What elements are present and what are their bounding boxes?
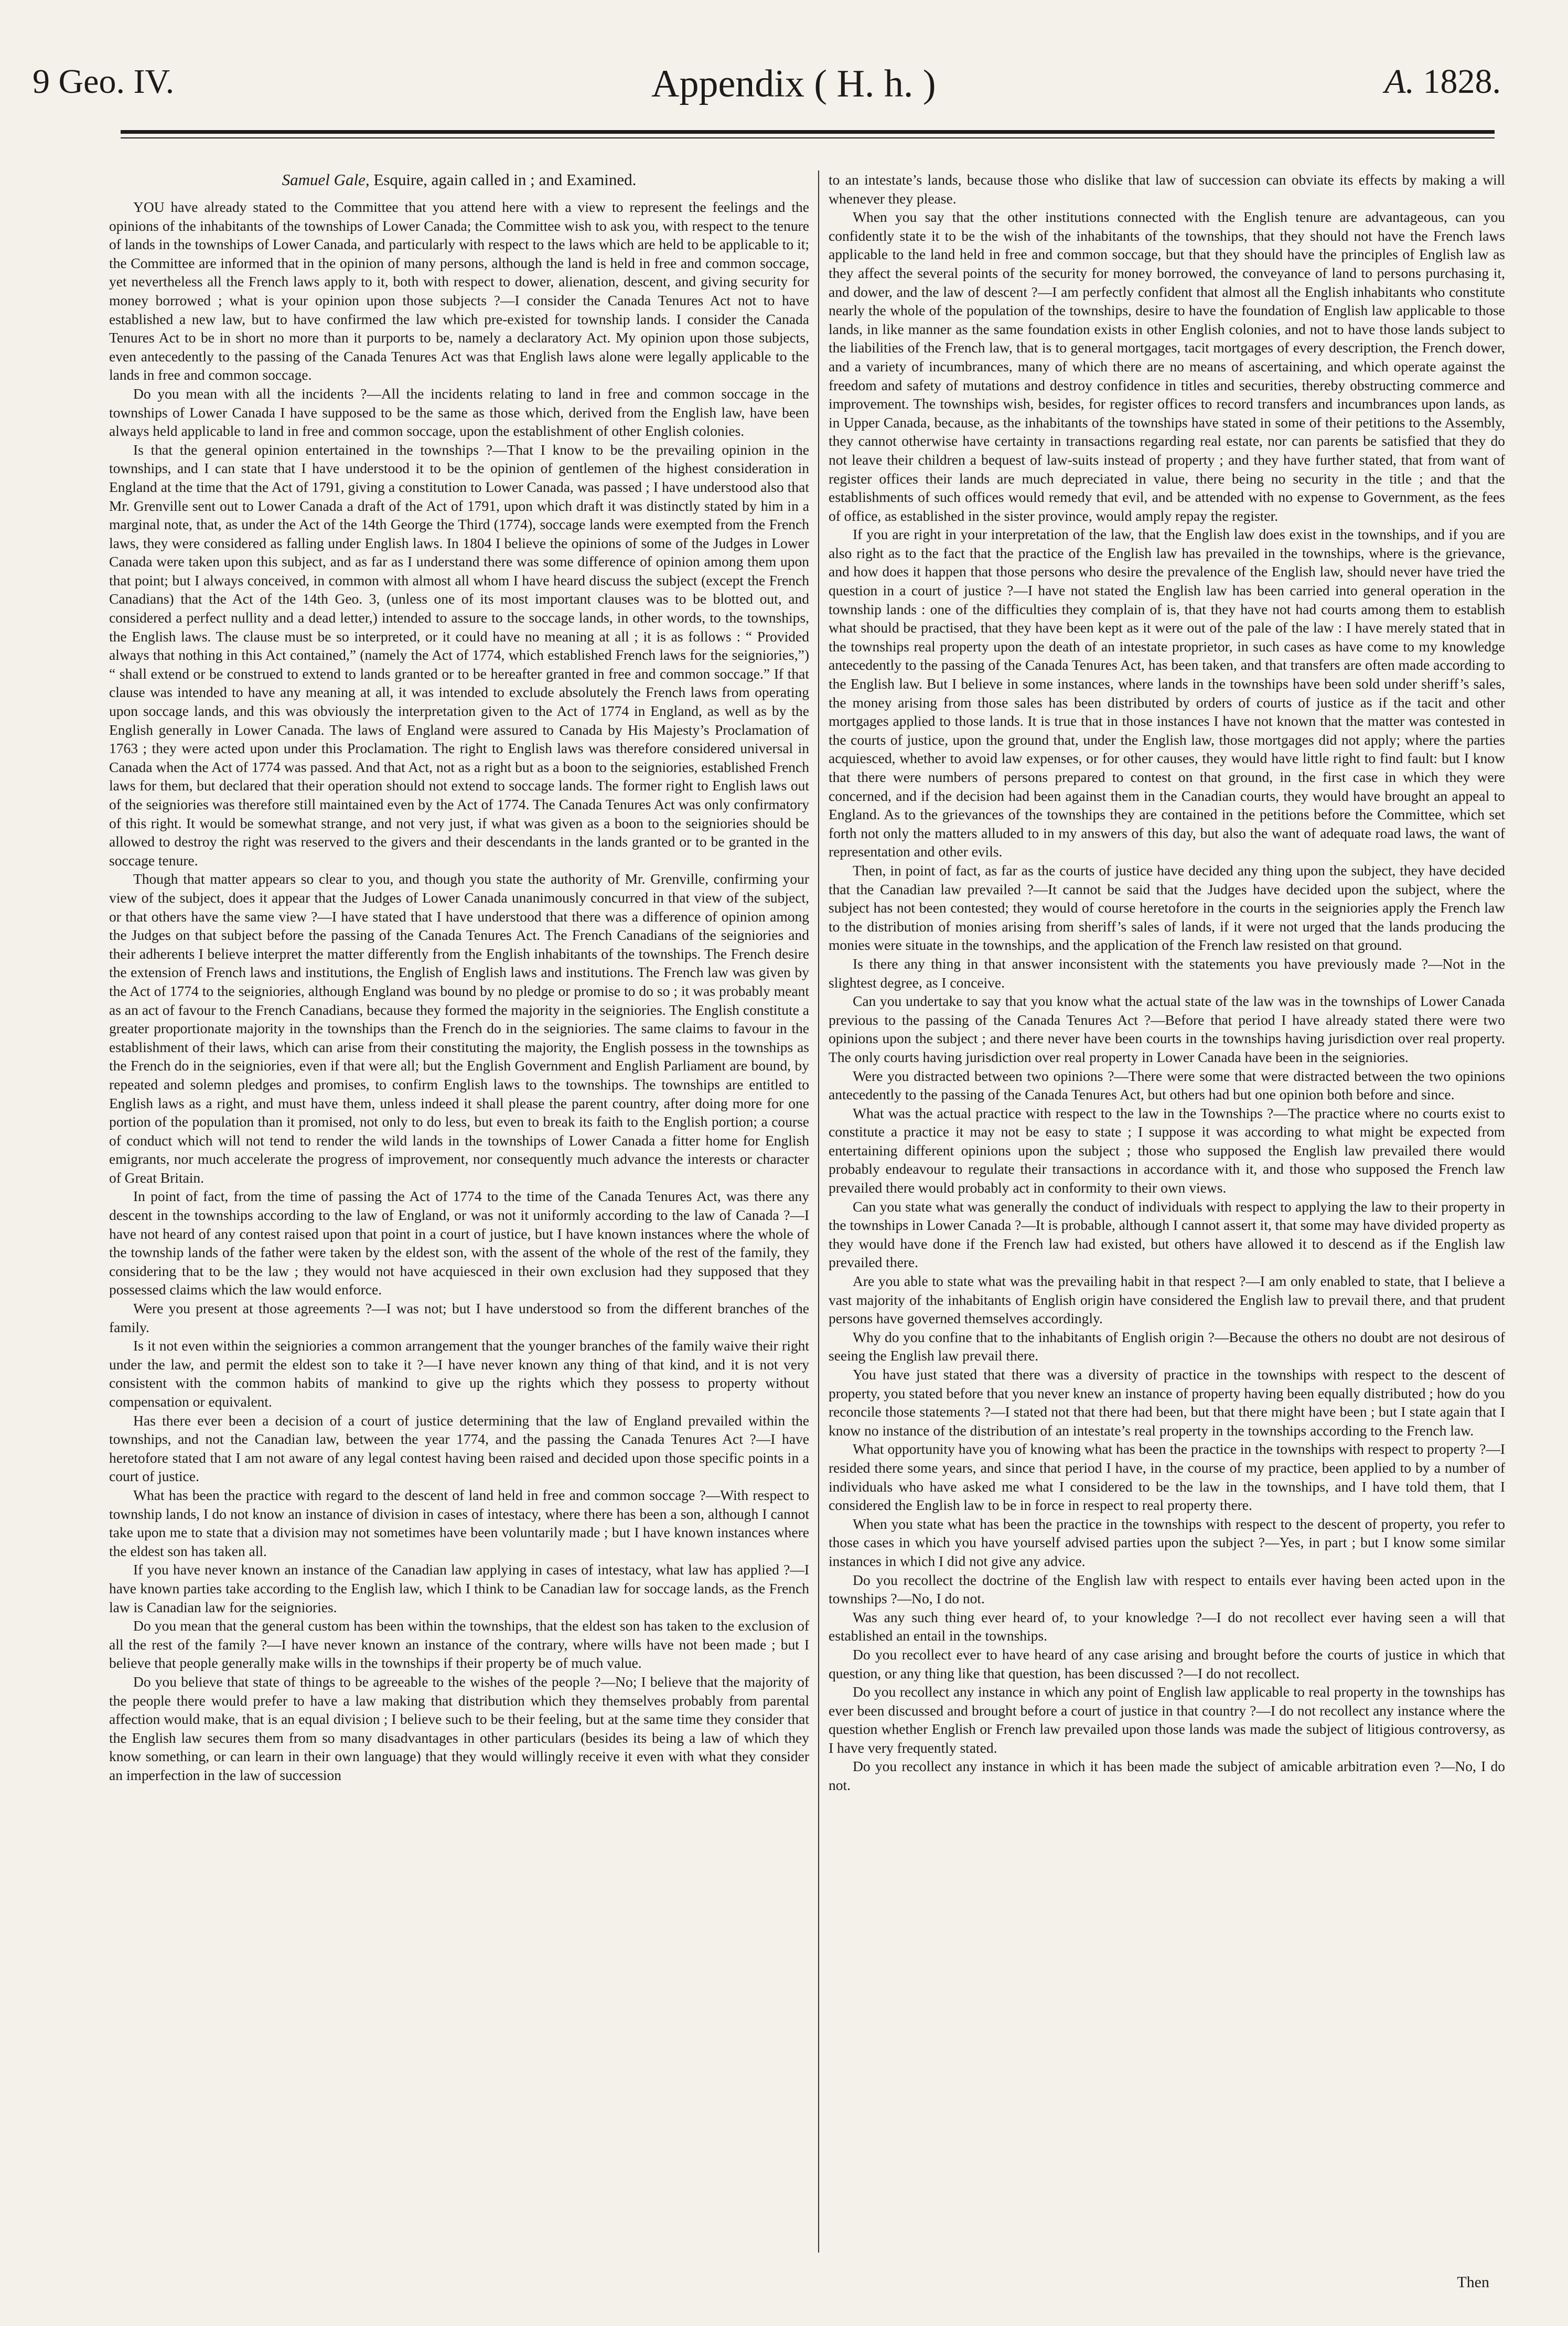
paragraph: Why do you confine that to the inhabitants of English origin ?—Because the others no doubt are not desirous of seeing the English law prevail there. [829, 1328, 1505, 1364]
paragraph: Is there any thing in that answer inconsistent with the statements you have previously made ?—Not in the slightest degree, as I conceive. [829, 955, 1505, 991]
paragraph: Can you state what was generally the conduct of individuals with respect to applying the law to their property in the townships in Lower Canada ?—It is probable, although I cannot assert it, that some may have divided property as they would have done if the French law had existed, but others have allowed it to descend as if the English law prevailed there. [829, 1198, 1505, 1271]
paragraph: Were you distracted between two opinions ?—There were some that were distracted between the two opinions antecedently to the passing of the Canada Tenures Act, but others had but one opinion both before and since. [829, 1067, 1505, 1103]
header-rule-thin [121, 137, 1495, 138]
witness-status: Esquire, again called in ; and Examined. [369, 170, 637, 189]
column-divider [818, 170, 819, 2253]
paragraph: When you state what has been the practice in the townships with respect to the descent of property, you refer to those cases in which you have yourself advised parties upon the subject ?—Yes, in part ; but I know some similar instances in which I did not give any advice. [829, 1515, 1505, 1569]
paragraph: Do you recollect any instance in which it has been made the subject of amicable arbitration even ?—No, I do not. [829, 1758, 1505, 1794]
paragraph: Then, in point of fact, as far as the courts of justice have decided any thing upon the subject, they have decided that the Canadian law prevailed ?—It cannot be said that the Judges have decided upon the subject, where the subject has not been contested; they would of course heretofore in the courts in the seigniories apply the French law to the distribution of monies arising from sheriff’s sales of lands, if it were not urged that the lands producing the monies were situate in the townships, and the application of the French law resisted on that ground. [829, 862, 1505, 953]
witness-name: Samuel Gale, [282, 170, 370, 189]
paragraph: Though that matter appears so clear to you, and though you state the authority of Mr. Grenville, confirming your view of the subject, does it appear that the Judges of Lower Canada unanimously concurred in that view of the subject, or that others have the same view ?—I have stated that I have understood that there was a difference of opinion among the Judges on that subject before the passing of the Canada Tenures Act. The French Canadians of the seigniories and their adherents I believe interpret the matter differently from the English inhabitants of the townships. The French desire the extension of French laws and institutions, the English of English laws and institutions. The French law was given by the Act of 1774 to the seigniories, although England was bound by no pledge or promise to do so ; it was probably meant as an act of favour to the French Canadians, because they formed the majority in the seigniories. The English constitute a greater proportionate majority in the townships than the French do in the seigniories. The same claims to favour in the establishment of their laws, which can arise from their constituting the majority, the English possess in the townships as the French do in the seigniories, even if that were all; but the English Government and English Parliament are bound, by repeated and solemn pledges and promises, to confirm English laws to the townships. The townships are entitled to English laws as a right, and must have them, unless indeed it shall please the parent country, after doing more for one portion of the population than it promised, not only to do less, but even to break its faith to the English portion; a course of conduct which will not tend to render the wild lands in the townships of Lower Canada a fitter home for English emigrants, nor much accelerate the progress of improvement, nor consequently much advance the interests or character of Great Britain. [109, 871, 809, 1186]
paragraph: What has been the practice with regard to the descent of land held in free and common soccage ?—With respect to township lands, I do not know an instance of division in cases of intestacy, where there has been a son, although I cannot take upon me to state that a division may not sometimes have been voluntarily made ; but I have known instances where the eldest son has taken all. [109, 1486, 809, 1559]
paragraph: Do you believe that state of things to be agreeable to the wishes of the people ?—No; I believe that the majority of the people there would prefer to have a law making that distribution which they themselves probably from parental affection would make, that is an equal division ; I believe such to be their feeling, but at the same time they consider that the English law secures them from so many disadvantages in other particulars (besides its being a law of which they know something, or can learn in their own language) that they would willingly receive it even with what they consider an imperfection in the law of succession [109, 1673, 809, 1783]
paragraph: Do you mean that the general custom has been within the townships, that the eldest son has taken to the exclusion of all the rest of the family ?—I have never known an instance of the contrary, where wills have not been made ; but I believe that people generally make wills in the townships if their property be of much value. [109, 1617, 809, 1671]
paragraph: What was the actual practice with respect to the law in the Townships ?—The practice where no courts exist to constitute a practice it may not be easy to state ; I suppose it was according to what might be expected from entertaining different opinions upon the subject ; those who supposed the English law prevailed there would probably endeavour to regulate their transactions in accordance with it, and those who supposed the French law prevailed there would probably act in conformity to their own views. [829, 1105, 1505, 1196]
paragraph-continued: to an intestate’s lands, because those who dislike that law of succession can obviate its effects by making a will whenever they please. [829, 171, 1505, 207]
paragraph: Is it not even within the seigniories a common arrangement that the younger branches of the family waive their right under the law, and permit the eldest son to take it ?—I have never known any thing of that kind, and it is not very consistent with the common habits of mankind to give up the rights which they possess to property without compensation or equivalent. [109, 1337, 809, 1410]
year-value: 1828. [1423, 62, 1501, 101]
paragraph: Do you recollect the doctrine of the English law with respect to entails ever having been acted upon in the townships ?—No, I do not. [829, 1571, 1505, 1607]
right-column [829, 170, 1505, 1795]
year-prefix: A. [1384, 62, 1414, 101]
left-column [109, 170, 809, 1784]
page-header [33, 62, 1501, 114]
page-year [1384, 62, 1501, 102]
paragraph: Were you present at those agreements ?—I was not; but I have understood so from the different branches of the family. [109, 1300, 809, 1335]
paragraph: Do you mean with all the incidents ?—All the incidents relating to land in free and common soccage in the townships of Lower Canada I have supposed to be the same as those which, derived from the English law, have been always held applicable to land in free and common soccage, upon the establishment of other English colonies. [109, 385, 809, 440]
paragraph: In point of fact, from the time of passing the Act of 1774 to the time of the Canada Tenures Act, was there any descent in the townships according to the law of England, or was not it uniformly according to the law of Canada ?—I have not heard of any contest raised upon that point in a court of justice, but I have known instances where the whole of the township lands of the father were taken by the eldest son, with the assent of the whole of the rest of the family, they considering that to be the law ; they would not have acquiesced in their own exclusion had they supposed that they possessed claims which the law would enforce. [109, 1188, 809, 1298]
paragraph: You have just stated that there was a diversity of practice in the townships with respect to the descent of property, you stated before that you never knew an instance of property having been equally distributed ; how do you reconcile those statements ?—I stated not that there had been, but that there might have been ; but I state again that I know no instance of the distribution of an intestate’s real property in the townships according to the French law. [829, 1366, 1505, 1439]
paragraph: Do you recollect any instance in which any point of English law applicable to real property in the townships has ever been discussed and brought before a court of justice in that country ?—I do not recollect any instance where the question whether English or French law prevailed upon those lands was made the subject of litigious controversy, as I have very frequently stated. [829, 1684, 1505, 1756]
paragraph: Do you recollect ever to have heard of any case arising and brought before the courts of justice in which that question, or any thing like that question, has been discussed ?—I do not recollect. [829, 1646, 1505, 1681]
paragraph: Is that the general opinion entertained in the townships ?—That I know to be the prevailing opinion in the townships, and I can state that I have understood it to be the opinion of gentlemen of the highest consideration in England at the time that the Act of 1791, giving a constitution to Lower Canada, was passed ; I have understood also that Mr. Grenville sent out to Lower Canada a draft of the Act of 1791, upon which draft it was distinctly stated by him in a marginal note, that, as under the Act of the 14th George the Third (1774), soccage lands were exempted from the French laws, they were considered as falling under English laws. In 1804 I believe the opinions of some of the Judges in Lower Canada were taken upon this subject, and as far as I understand there was some difference of opinion among them upon that point; but I always conceived, in common with almost all whom I have heard discuss the subject (except the French Canadians) that the Act of the 14th Geo. 3, (unless one of its most important clauses was to be blotted out, and considered a perfect nullity and a dead letter,) intended to assure to the soccage lands, in other words, to the townships, the English laws. The clause must be so interpreted, or it could have no meaning at all ; it is as follows : “ Provided always that nothing in this Act contained,” (namely the Act of 1774, which established French laws for the seigniories,”) “ shall extend or be construed to extend to lands granted or to be hereafter granted in free and common soccage.” If that clause was intended to have any meaning at all, it was intended to exclude absolutely the French laws from operating upon soccage lands, and this was obviously the interpretation given to the Act of 1774 in England, as well as by the English generally in Lower Canada. The laws of England were assured to Canada by His Majesty’s Proclamation of 1763 ; they were acted upon under this Proclamation. The right to English laws was therefore considered universal in Canada when the Act of 1774 was passed. And that Act, not as a right but as a boon to the seigniories, established French laws for them, but declared that their operation should not extend to soccage lands. The former right to English laws out of the seigniories was therefore still maintained even by the Act of 1774. The Canada Tenures Act was only confirmatory of this right. It would be somewhat strange, and not very just, if what was given as a boon to the seigniories should be allowed to destroy the right was reserved to the givers and their descendants in the lands granted or to be granted in the soccage tenure. [109, 441, 809, 869]
catchword: Then [1457, 2274, 1489, 2291]
paragraph: Can you undertake to say that you know what the actual state of the law was in the townships of Lower Canada previous to the passing of the Canada Tenures Act ?—Before that period I have already stated there were two opinions upon the subject ; and there never have been courts in the townships having jurisdiction over real property. The only courts having jurisdiction over real property in Lower Canada have been in the seigniories. [829, 993, 1505, 1065]
header-rule-thick [121, 130, 1495, 134]
paragraph: Was any such thing ever heard of, to your knowledge ?—I do not recollect ever having seen a will that established an entail in the townships. [829, 1609, 1505, 1644]
paragraph: Are you able to state what was the prevailing habit in that respect ?—I am only enabled to state, that I believe a vast majority of the inhabitants of English origin have considered the English law to prevail there, and that prudent persons have governed themselves accordingly. [829, 1273, 1505, 1327]
paragraph: What opportunity have you of knowing what has been the practice in the townships with respect to property ?—I resided there some years, and since that period I have, in the course of my practice, been applied to by a number of individuals who have asked me what I considered to be the law in the townships, and I have told them, that I considered the English law to be in force in respect to real property there. [829, 1441, 1505, 1514]
paragraph: YOU have already stated to the Committee that you attend here with a view to represent the feelings and the opinions of the inhabitants of the townships of Lower Canada; the Committee wish to ask you, with respect to the tenure of lands in the townships of Lower Canada, and particularly with respect to the laws which are held to be applicable to it; the Committee are informed that in the opinion of many persons, although the land is held in free and common soccage, yet nevertheless all the French laws apply to it, both with respect to dower, alienation, descent, and giving security for money borrowed ; what is your opinion upon those subjects ?—I consider the Canada Tenures Act not to have established a new law, but to have confirmed the law which pre-existed for township lands. I consider the Canada Tenures Act to be in short no more than it purports to be, namely a declaratory Act. My opinion upon those subjects, even antecedently to the passing of the Canada Tenures Act was that English laws alone were legally applicable to the lands in free and common soccage. [109, 199, 809, 383]
paragraph: If you are right in your interpretation of the law, that the English law does exist in the townships, and if you are also right as to the fact that the practice of the English law has prevailed in the townships, where is the grievance, and how does it happen that those persons who desire the prevalence of the English law, should never have tried the question in a court of justice ?—I have not stated the English law has been carried into general operation in the township lands : one of the difficulties they complain of is, that they have not had courts among them to establish what should be practised, that they have been kept as it were out of the pale of the law : I have merely stated that in the townships real property upon the death of an intestate proprietor, in such cases as have come to my knowledge antecedently to the passing of the Canada Tenures Act, has been taken, and that transfers are often made according to the English law. But I believe in some instances, where lands in the townships have been sold under sheriff’s sales, the money arising from those sales has been distributed by orders of courts of justice as if the tacit and other mortgages applied to those lands. It is true that in those instances I have not known that the matter was contested in the courts of justice, upon the ground that, under the English law, those mortgages did not apply; where the parties acquiesced, whether to avoid law expenses, or for other causes, they would have little right to find fault: but I know that there were numbers of persons prepared to contest on that ground, in the first case in which they were concerned, and if the decision had been against them in the Canadian courts, they would have brought an appeal to England. As to the grievances of the townships they are contained in the petitions before the Committee, which set forth not only the matters alluded to in my answers of this day, but also the want of adequate road laws, the want of representation and other evils. [829, 526, 1505, 860]
witness-heading [109, 170, 809, 189]
regnal-year: 9 Geo. IV. [33, 62, 175, 101]
paragraph: Has there ever been a decision of a court of justice determining that the law of England prevailed within the townships, and not the Canadian law, between the year 1774, and the passing the Canada Tenures Act ?—I have heretofore stated that I am not aware of any legal contest having been raised and decided upon those specific points in a court of justice. [109, 1412, 809, 1485]
paragraph: If you have never known an instance of the Canadian law applying in cases of intestacy, what law has applied ?—I have known parties take according to the English law, which I think to be Canadian law for soccage lands, as the French law is Canadian law for the seigniories. [109, 1561, 809, 1615]
appendix-title: Appendix ( H. h. ) [651, 62, 936, 105]
paragraph: When you say that the other institutions connected with the English tenure are advantageous, can you confidently state it to be the wish of the inhabitants of the townships, that they should not have the French laws applicable to the land held in free and common soccage, but that they should have the principles of English law as they affect the several points of the security for money borrowed, the conveyance of land to persons purchasing it, and dower, and the law of descent ?—I am perfectly confident that almost all the English inhabitants who constitute nearly the whole of the population of the townships, desire to have the foundation of English law applicable to those lands, in like manner as the same foundation exists in other English colonies, and not to have those lands subject to the liabilities of the French law, that is to general mortgages, tacit mortgages of every description, the French dower, and a variety of incumbrances, many of which there are no means of ascertaining, and which operate against the freedom and safety of mutations and destroy confidence in titles and securities, thereby obstructing commerce and improvement. The townships wish, besides, for register offices to record transfers and incumbrances upon lands, as in Upper Canada, because, as the inhabitants of the townships have stated in some of their petitions to the Assembly, they cannot otherwise have certainty in transactions regarding real estate, nor can parents be satisfied that they do not leave their children a bequest of law-suits instead of property ; and they have further stated, that from want of register offices their lands are much depreciated in value, there being no security in the title ; and that the establishments of such offices would remedy that evil, and be attended with no expense to Government, as the fees of office, as established in the sister province, would amply repay the register. [829, 209, 1505, 524]
